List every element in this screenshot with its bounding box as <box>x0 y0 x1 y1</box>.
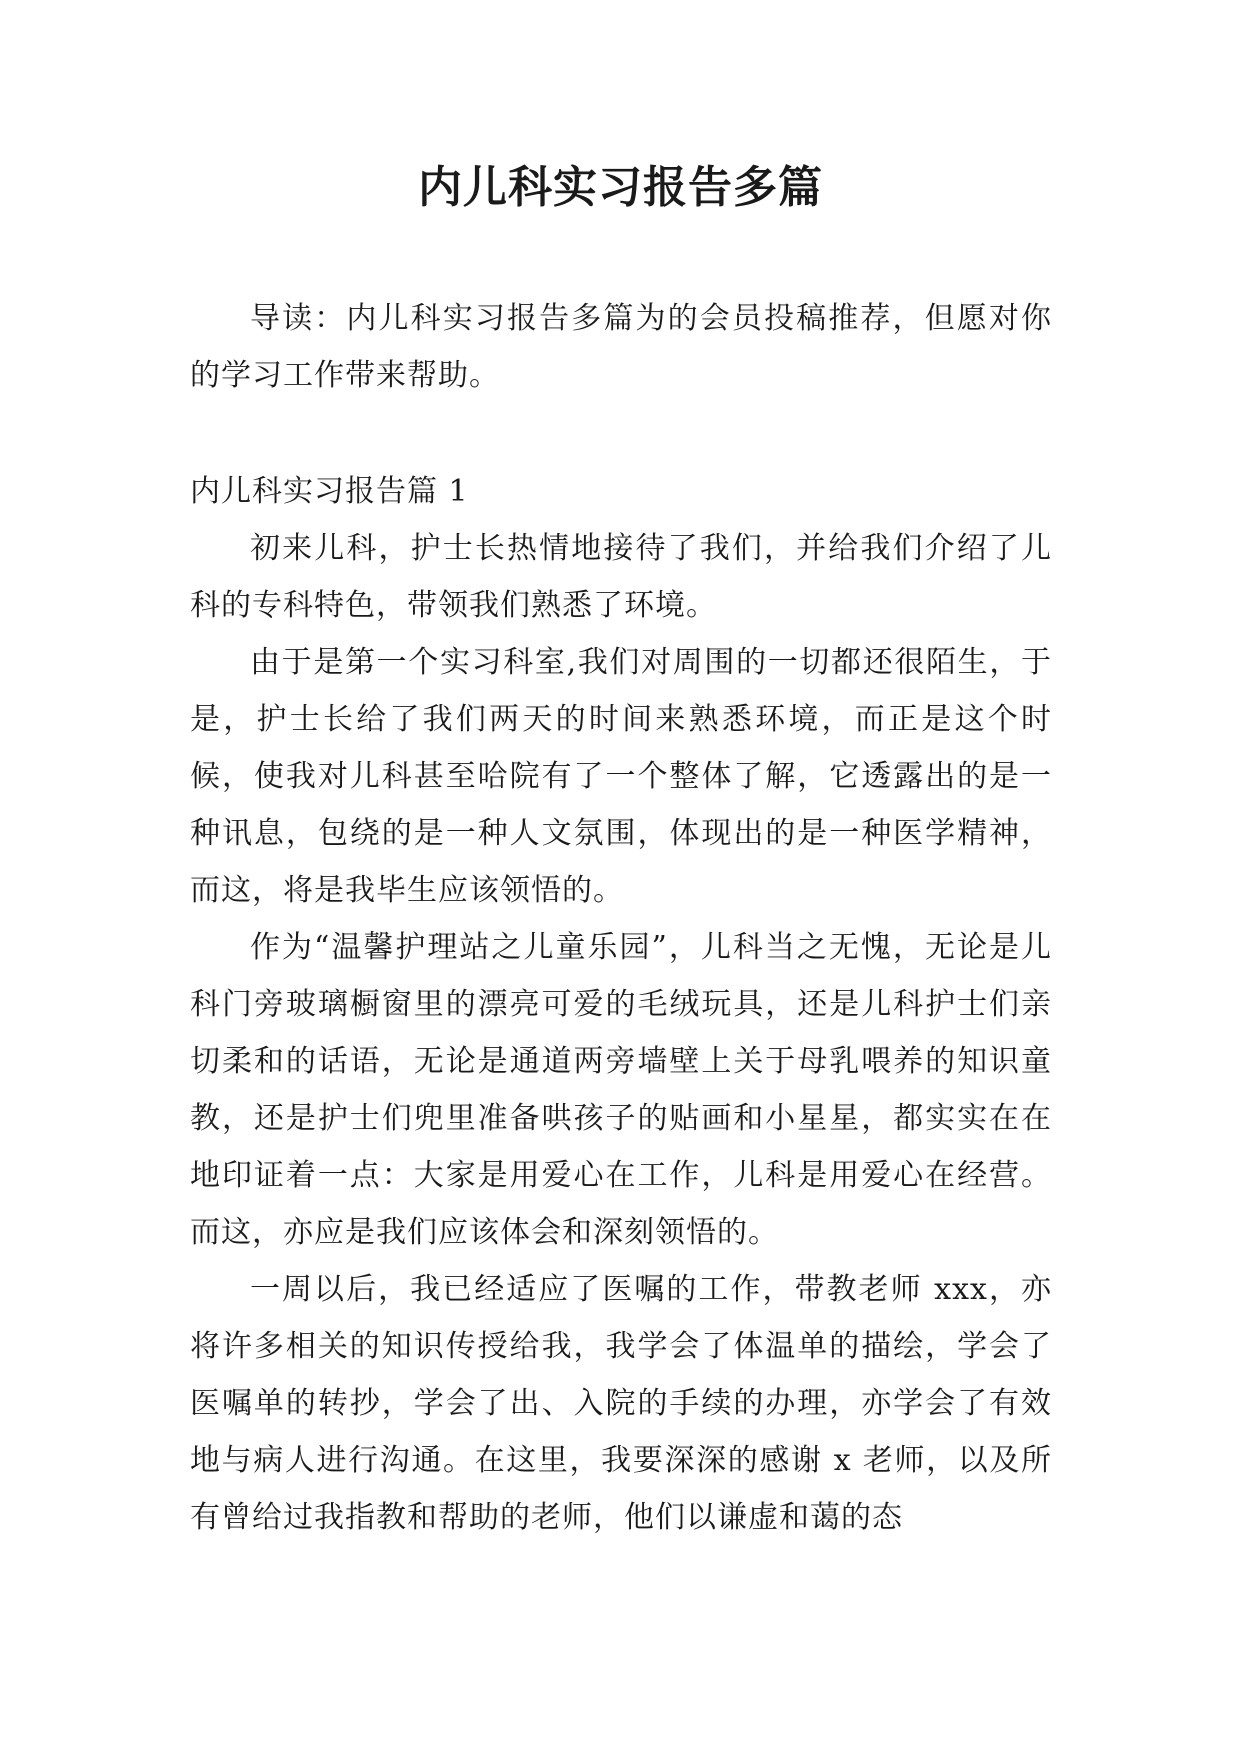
intro-paragraph <box>190 290 1052 404</box>
document-title: 内儿科实习报告多篇 <box>418 162 823 213</box>
paragraph: 初来儿科，护士长热情地接待了我们，并给我们介绍了儿科的专科特色，带领我们熟悉了环境。 <box>190 531 1052 623</box>
section-1 <box>190 463 1052 1546</box>
intro-text: 导读：内儿科实习报告多篇为的会员投稿推荐，但愿对你的学习工作带来帮助。 <box>190 301 1052 393</box>
section-heading: 内儿科实习报告篇 1 <box>190 474 469 509</box>
paragraph: 一周以后，我已经适应了医嘱的工作，带教老师 xxx，亦将许多相关的知识传授给我，我学会了体温单的描绘，学会了医嘱单的转抄，学会了出、入院的手续的办理，亦学会了有效地与病人进行沟通。在这里，我要深深的感谢 x 老师，以及所有曾给过我指教和帮助的老师，他们以谦虚和蔼的态 <box>190 1272 1052 1535</box>
paragraph: 由于是第一个实习科室,我们对周围的一切都还很陌生，于是，护士长给了我们两天的时间来熟悉环境，而正是这个时候，使我对儿科甚至哈院有了一个整体了解，它透露出的是一种讯息，包绕的是一种人文氛围，体现出的是一种医学精神，而这，将是我毕生应该领悟的。 <box>190 645 1052 908</box>
paragraph: 作为“温馨护理站之儿童乐园”，儿科当之无愧，无论是儿科门旁玻璃橱窗里的漂亮可爱的毛绒玩具，还是儿科护士们亲切柔和的话语，无论是通道两旁墙壁上关于母乳喂养的知识童教，还是护士们兜里准备哄孩子的贴画和小星星，都实实在在地印证着一点：大家是用爱心在工作，儿科是用爱心在经营。而这，亦应是我们应该体会和深刻领悟的。 <box>190 930 1052 1250</box>
